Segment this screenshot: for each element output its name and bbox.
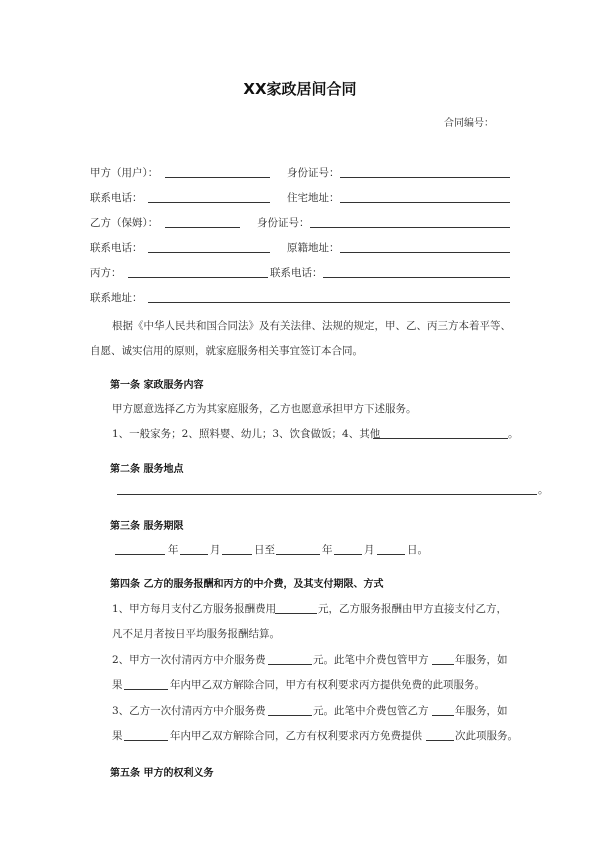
article-1-line-2: 1、一般家务；2、照料婴、幼儿；3、饮食做饭；4、其他 — [112, 428, 381, 440]
end-year-label: 年 — [322, 544, 333, 556]
party-b-native-label: 原籍地址： — [287, 242, 340, 254]
party-b-agency-fee-field[interactable] — [268, 715, 312, 716]
art4-p1-part-b: 元，乙方服务报酬由甲方直接支付乙方， — [318, 603, 507, 615]
party-b-label: 乙方（保姆）： — [90, 217, 159, 229]
art4-p2-part-b: 元。此笔中介费包管甲方 — [313, 654, 429, 666]
article-1-line-1: 甲方愿意选择乙方为其家庭服务，乙方也愿意承担甲方下述服务。 — [112, 403, 417, 415]
start-year-field[interactable] — [115, 554, 165, 555]
article-2-heading: 第二条 服务地点 — [110, 464, 184, 475]
art4-p2-part-e: 年内甲乙双方解除合同，甲方有权利要求丙方提供免费的此项服务。 — [170, 679, 485, 691]
article-5-heading: 第五条 甲方的权利义务 — [110, 768, 214, 779]
art4-p3-part-f: 次此项服务。 — [455, 730, 518, 742]
party-c-address-label: 联系地址： — [90, 292, 143, 304]
monthly-fee-field[interactable] — [275, 613, 317, 614]
art4-p2-part-d: 果 — [112, 679, 123, 691]
art4-p2-part-a: 2、甲方一次付清丙方中介服务费 — [112, 654, 266, 666]
party-b-termination-years-field[interactable] — [124, 740, 168, 741]
art4-p1-part-c: 凡不足月者按日平均服务报酬结算。 — [112, 628, 280, 640]
start-month-field[interactable] — [180, 554, 208, 555]
party-c-name-field[interactable] — [128, 277, 268, 278]
party-a-label: 甲方（用户）： — [90, 167, 159, 179]
end-month-field[interactable] — [334, 554, 362, 555]
art4-p3-part-c: 年服务，如 — [455, 705, 508, 717]
party-c-phone-label: 联系电话： — [270, 267, 323, 279]
contract-number-label: 合同编号： — [444, 118, 494, 129]
party-a-name-field[interactable] — [165, 177, 270, 178]
party-a-address-label: 住宅地址： — [287, 192, 340, 204]
art4-p3-part-b: 元。此笔中介费包管乙方 — [313, 705, 429, 717]
art4-p1-part-a: 1、甲方每月支付乙方服务报酬费用 — [112, 603, 277, 615]
party-a-phone-field[interactable] — [148, 202, 270, 203]
art4-p3-part-d: 果 — [112, 730, 123, 742]
party-a-address-field[interactable] — [340, 202, 510, 203]
party-a-guarantee-years-field[interactable] — [432, 664, 454, 665]
intro-line-2: 自愿、诚实信用的原则，就家庭服务相关事宜签订本合同。 — [90, 345, 363, 357]
party-b-native-field[interactable] — [340, 252, 510, 253]
party-b-id-field[interactable] — [310, 227, 510, 228]
start-year-label: 年 — [168, 544, 179, 556]
article-1-heading: 第一条 家政服务内容 — [110, 380, 204, 391]
party-a-phone-label: 联系电话： — [90, 192, 143, 204]
art4-p3-part-a: 3、乙方一次付清丙方中介服务费 — [112, 705, 266, 717]
party-c-label: 丙方： — [90, 267, 122, 279]
party-a-id-label: 身份证号： — [287, 167, 340, 179]
document-title: XX家政居间合同 — [243, 80, 357, 98]
end-year-field[interactable] — [276, 554, 320, 555]
article-1-other-field[interactable] — [373, 438, 508, 439]
party-a-id-field[interactable] — [340, 177, 510, 178]
article-2-period: 。 — [538, 484, 549, 496]
art4-p2-part-c: 年服务，如 — [455, 654, 508, 666]
article-1-period: 。 — [508, 428, 519, 440]
article-4-heading: 第四条 乙方的服务报酬和丙方的中介费，及其支付期限、方式 — [110, 579, 384, 590]
end-month-label: 月 — [364, 544, 375, 556]
end-day-field[interactable] — [377, 554, 405, 555]
art4-p3-part-e: 年内甲乙双方解除合同，乙方有权利要求丙方免费提供 — [170, 730, 422, 742]
start-day-field[interactable] — [222, 554, 252, 555]
day-to-label: 日至 — [254, 544, 275, 556]
article-3-heading: 第三条 服务期限 — [110, 521, 184, 532]
party-b-phone-field[interactable] — [148, 252, 270, 253]
free-service-count-field[interactable] — [426, 740, 454, 741]
party-a-agency-fee-field[interactable] — [268, 664, 312, 665]
party-b-id-label: 身份证号： — [257, 217, 310, 229]
party-c-address-field[interactable] — [148, 302, 510, 303]
party-b-phone-label: 联系电话： — [90, 242, 143, 254]
party-b-guarantee-years-field[interactable] — [432, 715, 454, 716]
party-a-termination-years-field[interactable] — [124, 689, 168, 690]
party-b-name-field[interactable] — [165, 227, 240, 228]
party-c-phone-field[interactable] — [323, 277, 510, 278]
service-location-field[interactable] — [117, 494, 537, 495]
end-day-label: 日。 — [407, 544, 428, 556]
intro-line-1: 根据《中华人民共和国合同法》及有关法律、法规的规定，甲、乙、丙三方本着平等、 — [112, 320, 511, 332]
start-month-label: 月 — [210, 544, 221, 556]
